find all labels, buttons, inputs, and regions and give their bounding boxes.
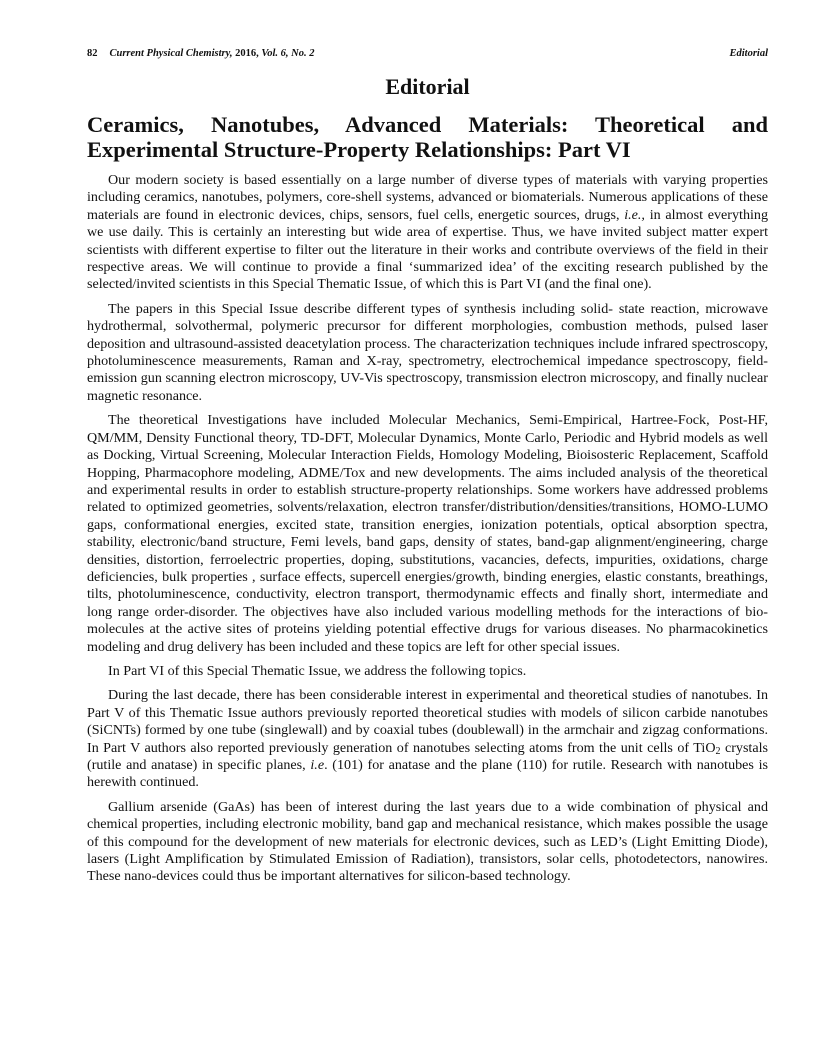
journal-page xyxy=(87,47,768,893)
text-run: . (101) for anatase and the plane (110) for rutile. Research with nanotubes is herewith continued. xyxy=(87,757,768,791)
running-head xyxy=(87,47,768,60)
journal-citation xyxy=(110,47,315,60)
journal-name: Current Physical Chemistry, xyxy=(109,48,233,59)
section-label: Editorial xyxy=(385,74,470,99)
paragraph-intro xyxy=(87,172,768,294)
page-number: 82 xyxy=(87,48,98,59)
italic-ie: i.e xyxy=(310,757,325,773)
running-head-section: Editorial xyxy=(729,48,768,59)
journal-volume: Vol. 6, No. 2 xyxy=(261,48,315,59)
journal-year: 2016, xyxy=(232,48,262,59)
paragraph-gaas: Gallium arsenide (GaAs) has been of interest during the last years due to a wide combination of physical and chemical properties, including electronic mobility, band gap and mechanical resistance, which makes possible the usage of this compound for the development of new materials for electronic devices, such as LED’s (Light Emitting Diode), lasers (Light Amplification by Stimulated Emission of Radiation), transistors, solar cells, photodetectors, nanowires. These nano-devices could thus be important alternatives for silicon-based technology. xyxy=(87,798,768,885)
text-run: crystals (rutile and anatase) in specific planes, xyxy=(87,739,768,773)
paragraph-topics-intro: In Part VI of this Special Thematic Issue, we address the following topics. xyxy=(108,662,527,679)
paragraph-theory: The theoretical Investigations have included Molecular Mechanics, Semi-Empirical, Hartree-Fock, Post-HF, QM/MM, Density Functional theory, TD-DFT, Molecular Dynamics, Monte Carlo, Periodic and Hybrid models as well as Docking, Virtual Screening, Molecular Interaction Fields, Homology Modeling, Bioisosteric Replacement, Scaffold Hopping, Pharmacophore modeling, ADME/Tox and new developments. The aims included analysis of the theoretical and experimental results in order to establish structure-property relationships. Some workers have addressed problems related to optimized geometries, solvents/relaxation, electron transfer/distribution/densities/transitions, HOMO-LUMO gaps, conformational energies, excited state, transition energies, ionization potentials, optical absorption spectra, stability, electronic/band structure, Femi levels, band gaps, density of states, band-gap alignment/engineering, charge densities, distortion, ferroelectric properties, doping, substitutions, vacancies, defects, impurities, oxidations, charge deficiencies, bulk properties , surface effects, supercell energies/growth, binding energies, elastic constants, breathings, tilts, photoluminescence, conductivity, electron transport, thermodynamic effects and finally short, intermediate and long range order-disorder. The objectives have also included various modelling methods for the interactions of bio-molecules at the active sites of proteins yielding potential effective drugs for various diseases. No pharmacokinetics modeling and drug delivery has been included and these topics are left for other special issues. xyxy=(87,412,768,655)
text-run: Our modern society is based essentially on a large number of diverse types of materials with varying properties including ceramics, nanotubes, polymers, core-shell systems, advanced or biomaterials. Numerous applications of these materials are found in electronic devices, chips, sensors, fuel cells, energetic sources, drugs, xyxy=(87,172,768,223)
title-line-1: Ceramics, Nanotubes, Advanced Materials: Theoretical and xyxy=(87,112,768,137)
running-head-left xyxy=(87,47,314,60)
article-title xyxy=(87,112,768,162)
title-line-2: Experimental Structure-Property Relationships: Part VI xyxy=(87,137,631,162)
subscript: 2 xyxy=(715,745,721,757)
paragraph-synthesis: The papers in this Special Issue describe different types of synthesis including solid- state reaction, microwave hydrothermal, solvothermal, polymeric precursor for different morphologies, combustion methods, pulsed laser deposition and ultrasound-assisted deacetylation process. The characterization techniques include infrared spectroscopy, photoluminescence measurements, Raman and X-ray, spectrometry, electrochemical impedance spectroscopy, field-emission gun scanning electron microscopy, UV-Vis spectroscopy, transmission electron microscopy, and finally nuclear magnetic resonance. xyxy=(87,300,768,404)
italic-ie: i.e., xyxy=(624,206,645,223)
text-run: in almost everything we use daily. This is certainly an interesting but wide area of expertise. Thus, we have invited subject matter expert scientists with different expertise to filter out the literature in their works and contribute overviews of the field in their respective areas. We will continue to provide a final ‘summarized idea’ of the exciting research published by the selected/invited scientists in this Special Thematic Issue, of which this is Part VI (and the final one). xyxy=(87,206,768,293)
paragraph-nanotubes xyxy=(87,687,768,791)
text-run: During the last decade, there has been considerable interest in experimental and theoretical studies of nanotubes. In Part V of this Thematic Issue authors previously reported theoretical studies with models of silicon carbide nanotubes (SiCNTs) formed by one tube (singlewall) and by coaxial tubes (doublewall) in the armchair and zigzag conformations. In Part V authors also reported previously generation of nanotubes selecting atoms from the unit cells of TiO xyxy=(87,687,768,756)
